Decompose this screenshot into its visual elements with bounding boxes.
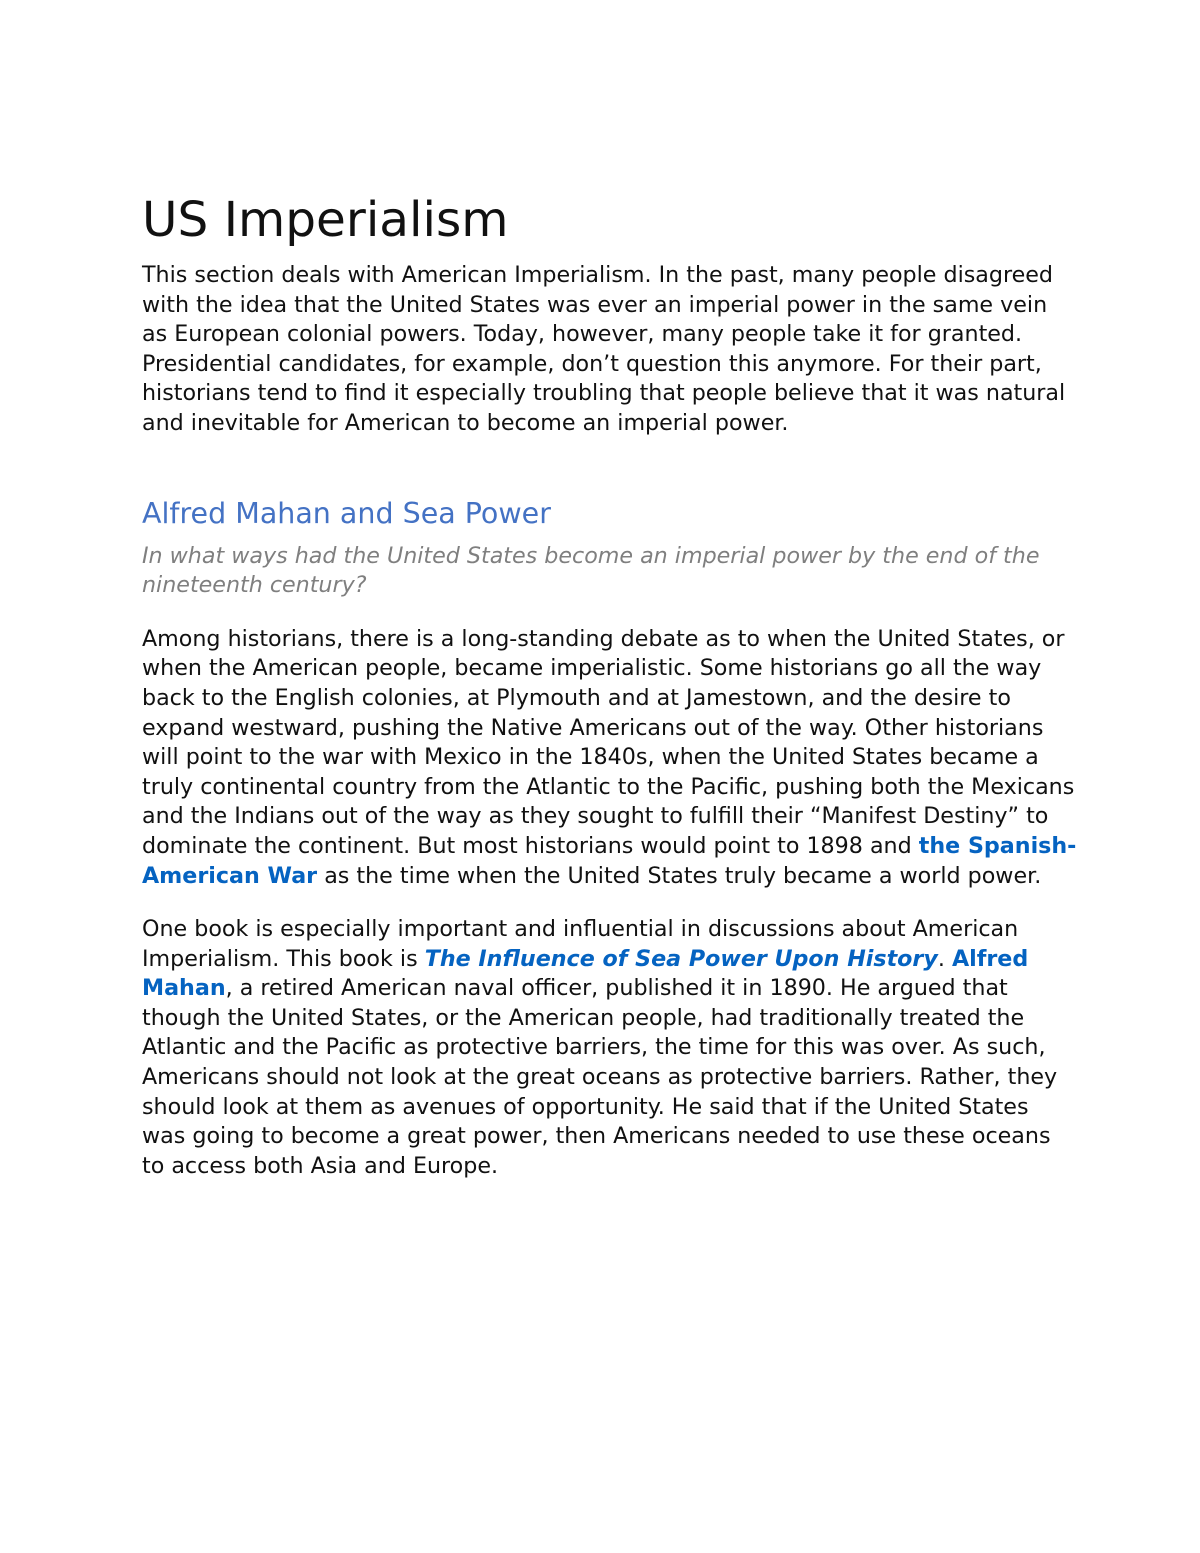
spanish-american-war-link[interactable]: the Spanish-American War xyxy=(142,832,1077,889)
book-title-link[interactable]: The Influence of Sea Power Upon History xyxy=(424,945,938,972)
paragraph-text: , a retired American naval officer, published it in 1890. He argued that though the United States, or the American people, had traditionally treated the Atlantic and the Pacific as protective barriers, the time for this was over. As such, Americans should not look at the great oceans as protective barriers. Rather, they should look at them as avenues of opportunity. He said that if the United States was going to become a great power, then Americans needed to use these oceans to access both Asia and Europe. xyxy=(142,975,1058,1179)
body-paragraph-1 xyxy=(142,625,1077,891)
section-heading: Alfred Mahan and Sea Power xyxy=(142,496,551,530)
document-page xyxy=(142,186,1077,1181)
paragraph-text: . xyxy=(937,945,952,972)
intro-paragraph: This section deals with American Imperialism. In the past, many people disagreed with the idea that the United States was ever an imperial power in the same vein as European colonial powers. Today, however, many people take it for granted. Presidential candidates, for example, don’t question this anymore. For their part, historians tend to find it especially troubling that people believe that it was natural and inevitable for American to become an imperial power. xyxy=(142,262,1066,436)
paragraph-text: One book is especially important and influential in discussions about American Imperialism. This book is xyxy=(142,916,1019,972)
body-paragraph-2 xyxy=(142,915,1077,1181)
paragraph-text: as the time when the United States truly became a world power. xyxy=(317,862,1042,889)
document-title: US Imperialism xyxy=(142,192,509,248)
section-subtitle: In what ways had the United States become an imperial power by the end of the nineteenth century? xyxy=(142,542,1040,599)
paragraph-text: Among historians, there is a long-standing debate as to when the United States, or when the American people, became imperialistic. Some historians go all the way back to the English colonies, at Plymouth and at Jamestown, and the desire to expand westward, pushing the Native Americans out of the way. Other historians will point to the war with Mexico in the 1840s, when the United States became a truly continental country from the Atlantic to the Pacific, pushing both the Mexicans and the Indians out of the way as they sought to fulfill their “Manifest Destiny” to dominate the continent. But most historians would point to 1898 and xyxy=(142,625,1075,859)
alfred-mahan-link[interactable]: Alfred Mahan xyxy=(142,945,1029,1002)
